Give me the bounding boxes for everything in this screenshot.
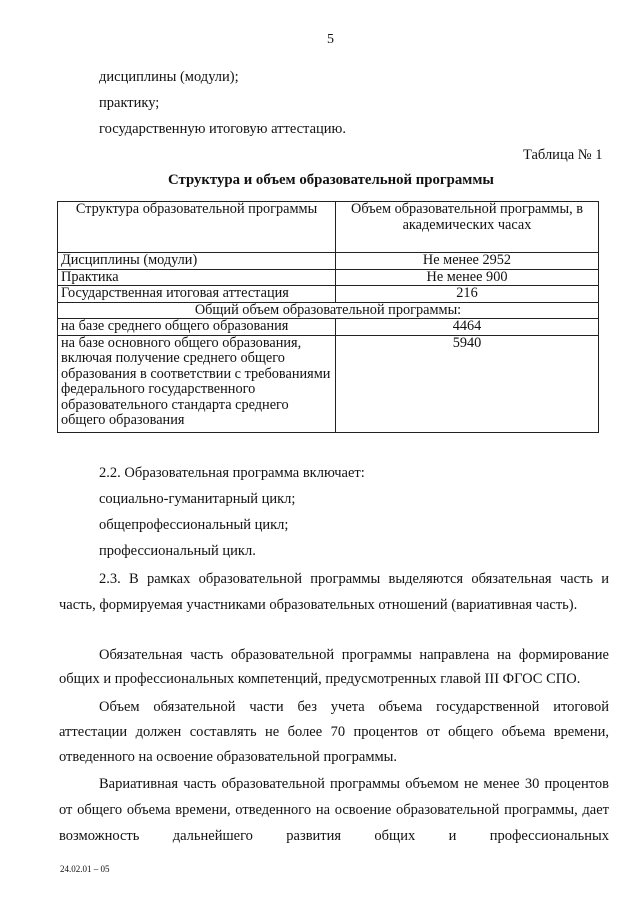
intro-list-item: дисциплины (модули);	[99, 69, 239, 85]
table-label: Таблица № 1	[523, 147, 603, 163]
page-number: 5	[327, 32, 334, 47]
table-row	[58, 319, 599, 336]
intro-list-item: практику;	[99, 95, 160, 111]
section-2-2-intro: 2.2. Образовательная программа включает:	[99, 465, 365, 481]
section-2-2-item: профессиональный цикл.	[99, 543, 256, 559]
paragraph-2-3: 2.3. В рамках образовательной программы выделяются обязательная часть и часть, формируемая участниками образовательных отношений (вариативная часть).	[59, 571, 609, 613]
table-total-row	[58, 302, 599, 319]
table-cell-volume: Не менее 900	[336, 269, 599, 286]
footer-code: 24.02.01 – 05	[60, 864, 110, 874]
section-2-2-item: социально-гуманитарный цикл;	[99, 491, 296, 507]
table-row	[58, 269, 599, 286]
table-row	[58, 286, 599, 303]
table-header-volume: Объем образовательной программы, в академических часах	[336, 202, 599, 253]
table-header-structure: Структура образовательной программы	[58, 202, 336, 253]
paragraph-mandatory-part: Обязательная часть образовательной программы направлена на формирование общих и профессиональных компетенций, предусмотренных главой III ФГОС СПО.	[59, 647, 609, 687]
section-2-2-item: общепрофессиональный цикл;	[99, 517, 289, 533]
table-cell-structure: Практика	[58, 269, 336, 286]
table-cell-structure: на базе среднего общего образования	[58, 319, 336, 336]
table-cell-structure: Государственная итоговая аттестация	[58, 286, 336, 303]
table-row	[58, 253, 599, 270]
table-cell-volume: 4464	[336, 319, 599, 336]
paragraph-variable-part: Вариативная часть образовательной программы объемом не менее 30 процентов от общего объема времени, отведенного на освоение образовательной программы, дает возможность дальнейшего развития общих и профессиональных	[59, 776, 609, 844]
table-row	[58, 335, 599, 432]
table-cell-structure: на базе основного общего образования, включая получение среднего общего образования в соответствии с требованиями федерального государственного образовательного стандарта среднего общего образования	[58, 335, 336, 432]
table-title: Структура и объем образовательной программы	[168, 172, 494, 188]
table-cell-volume: Не менее 2952	[336, 253, 599, 270]
table-cell-structure: Дисциплины (модули)	[58, 253, 336, 270]
program-structure-table	[57, 201, 599, 433]
intro-list-item: государственную итоговую аттестацию.	[99, 121, 346, 137]
table-total-label: Общий объем образовательной программы:	[58, 302, 599, 319]
table-cell-volume: 5940	[336, 335, 599, 432]
table-cell-volume: 216	[336, 286, 599, 303]
table-header-row	[58, 202, 599, 253]
paragraph-mandatory-volume: Объем обязательной части без учета объема государственной итоговой аттестации должен составлять не более 70 процентов от общего объема времени, отведенного на освоение образовательной программы.	[59, 699, 609, 765]
